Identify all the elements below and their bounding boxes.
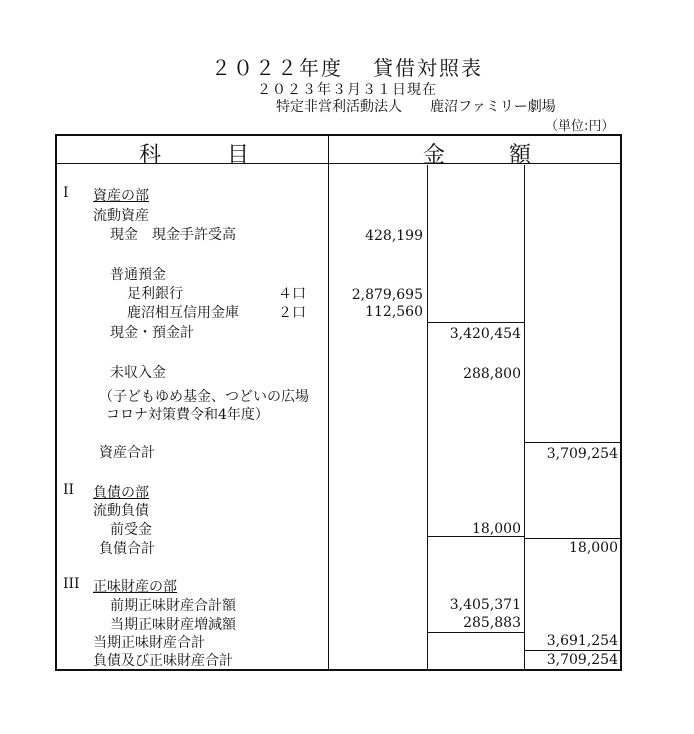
- prior-net-assets-value: 3,405,371: [449, 597, 521, 613]
- liabilities-heading: 負債の部: [93, 485, 149, 501]
- org-name: 鹿沼ファミリー劇場: [430, 99, 556, 115]
- subtotal-rule-3: [427, 536, 524, 537]
- bank2-value: 112,560: [365, 304, 423, 320]
- current-assets-label: 流動資産: [93, 208, 149, 224]
- liabilities-numeral: II: [63, 482, 75, 498]
- subtotal-rule-2: [524, 442, 620, 443]
- receivable-note-2: コロナ対策費令和4年度）: [106, 407, 269, 423]
- header-amount-1: 金: [423, 143, 446, 168]
- column-divider-amount1: [427, 165, 428, 669]
- cash-value: 428,199: [365, 228, 423, 244]
- bank2-label: 鹿沼相互信用金庫: [127, 305, 239, 321]
- org-type: 特定非営利活動法人: [276, 99, 402, 115]
- subtotal-rule-5: [427, 632, 524, 633]
- balance-sheet-table: [55, 134, 622, 671]
- bank1-qty: ４口: [278, 286, 306, 302]
- receivable-note-1: （子どもゆめ基金、つどいの広場: [99, 389, 309, 405]
- bank1-label: 足利銀行: [127, 286, 183, 302]
- advance-value: 18,000: [472, 521, 521, 537]
- document-title: ２０２２年度 貸借対照表: [211, 56, 483, 80]
- column-divider-amount2: [524, 165, 525, 669]
- net-assets-numeral: III: [63, 576, 80, 592]
- current-liabilities-label: 流動負債: [93, 503, 149, 519]
- assets-total-label: 資産合計: [99, 445, 155, 461]
- subtotal-rule-1: [427, 322, 524, 323]
- cash-deposit-total-label: 現金・預金計: [110, 325, 194, 341]
- liabilities-total-value: 18,000: [569, 540, 618, 556]
- as-of-date: ２０２３年３月３１日現在: [257, 82, 437, 98]
- receivable-label: 未収入金: [110, 365, 166, 381]
- current-net-assets-total-value: 3,691,254: [546, 633, 618, 649]
- bank2-qty: ２口: [278, 305, 306, 321]
- header-subject-2: 目: [227, 143, 250, 168]
- header-amount-2: 額: [509, 143, 532, 168]
- advance-label: 前受金: [110, 522, 152, 538]
- bank1-value: 2,879,695: [351, 287, 423, 303]
- subtotal-rule-6: [524, 650, 620, 651]
- unit-label: （単位:円）: [545, 119, 615, 134]
- ordinary-deposit-label: 普通預金: [110, 267, 166, 283]
- current-net-assets-total-label: 当期正味財産合計: [93, 635, 205, 651]
- assets-heading: 資産の部: [93, 188, 149, 204]
- cash-label: 現金 現金手許受高: [110, 227, 236, 243]
- receivable-value: 288,800: [463, 366, 521, 382]
- subtotal-rule-4: [524, 538, 620, 539]
- assets-numeral: I: [63, 185, 69, 201]
- organization: [276, 96, 556, 116]
- cash-deposit-total-value: 3,420,454: [449, 326, 521, 342]
- net-assets-heading: 正味財産の部: [93, 579, 177, 595]
- assets-total-value: 3,709,254: [546, 446, 618, 462]
- net-assets-change-value: 285,883: [463, 615, 521, 631]
- liabilities-total-label: 負債合計: [99, 541, 155, 557]
- net-assets-change-label: 当期正味財産増減額: [110, 617, 236, 633]
- prior-net-assets-label: 前期正味財産合計額: [110, 598, 236, 614]
- column-divider-subject: [328, 136, 329, 669]
- grand-total-label: 負債及び正味財産合計: [93, 653, 233, 669]
- header-subject-1: 科: [139, 143, 162, 168]
- grand-total-value: 3,709,254: [546, 652, 618, 668]
